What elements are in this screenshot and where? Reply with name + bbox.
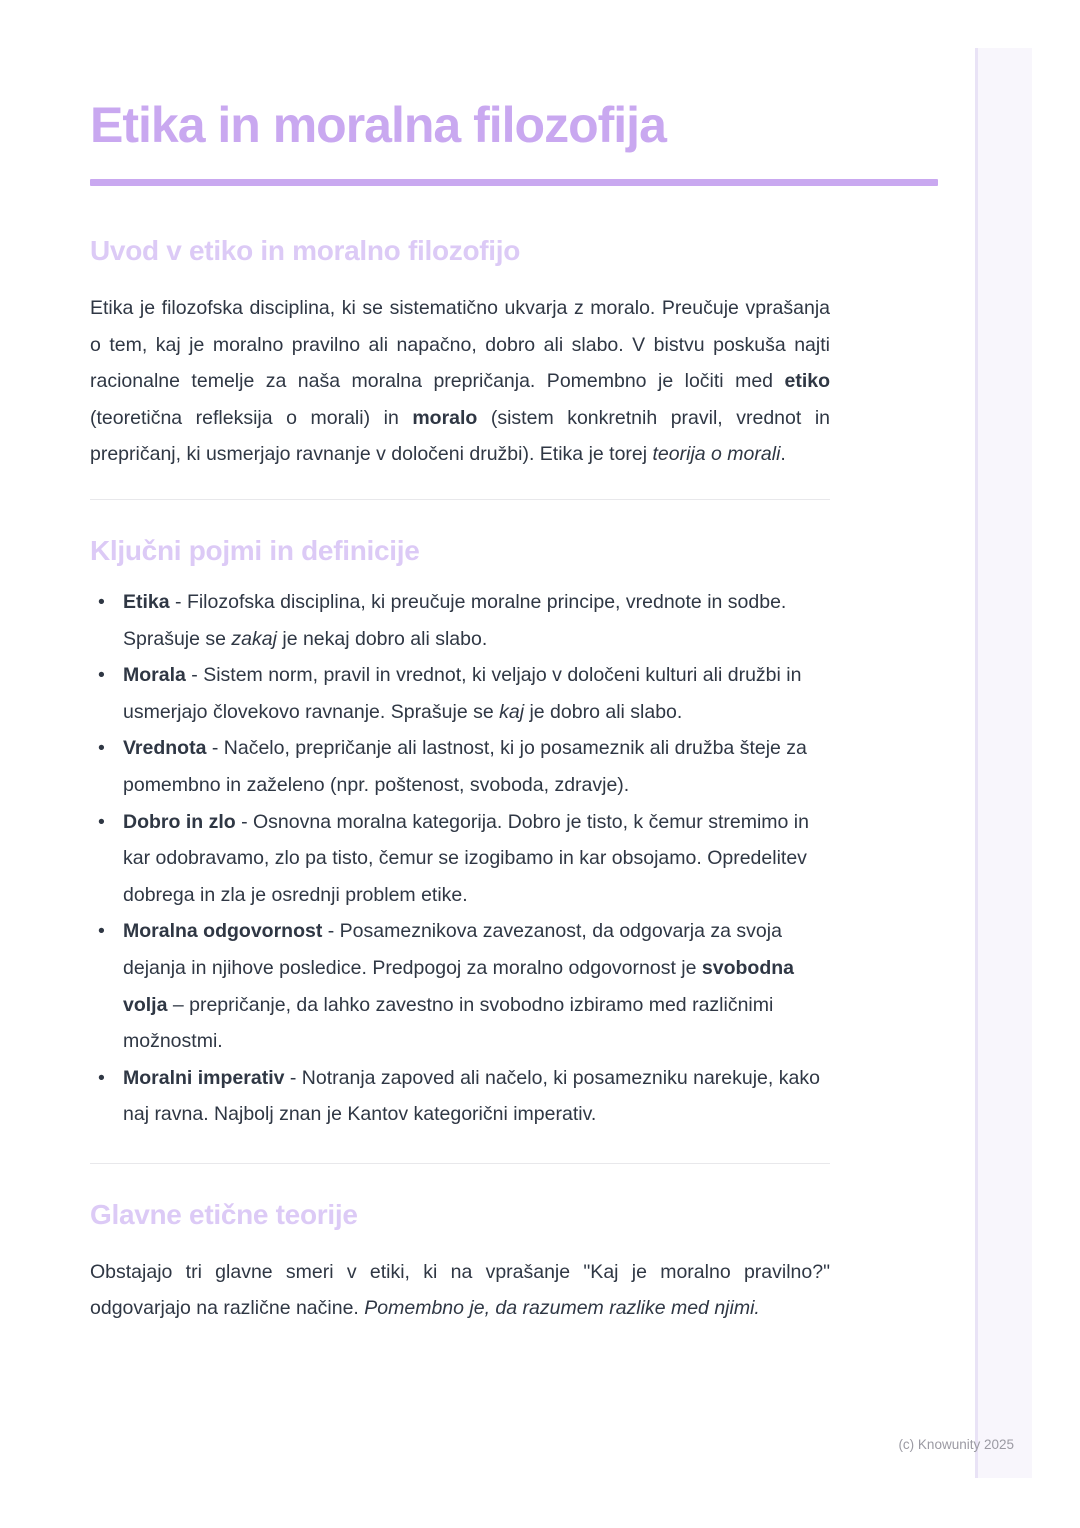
right-margin-strip bbox=[975, 48, 1032, 1478]
intro-paragraph: Etika je filozofska disciplina, ki se sistematično ukvarja z moralo. Preučuje vprašanja o tem, kaj je moralno pravilno ali napačno, dobro ali slabo. V bistvu poskuša najti racionalne temelje za naša moralna prepričanja. Pomembno je ločiti med etiko (teoretična refleksija o morali) in moralo (sistem konkretnih pravil, vrednot in prepričanj, ki usmerjajo ravnanje v določeni družbi). Etika je torej teorija o morali. bbox=[90, 297, 830, 466]
concept-list bbox=[90, 584, 830, 1133]
section-heading-concepts: Ključni pojmi in definicije bbox=[90, 534, 420, 566]
section-divider bbox=[90, 499, 830, 500]
list-item-dobro-in-zlo: • Dobro in zlo - Osnovna moralna kategorija. Dobro je tisto, k čemur stremimo in kar odobravamo, zlo pa tisto, čemur se izogibamo in kar obsojamo. Opredelitev dobrega in zla je osrednji problem etike. bbox=[123, 804, 830, 914]
list-item-etika: • Etika - Filozofska disciplina, ki preučuje moralne principe, vrednote in sodbe. Sprašuje se zakaj je nekaj dobro ali slabo. bbox=[123, 584, 830, 657]
document-content bbox=[90, 0, 830, 1327]
section-divider bbox=[90, 1163, 830, 1164]
title-underline-rule bbox=[90, 179, 938, 186]
list-item-moralni-imperativ: • Moralni imperativ - Notranja zapoved ali načelo, ki posamezniku narekuje, kako naj ravna. Najbolj znan je Kantov kategorični imperativ. bbox=[123, 1060, 830, 1133]
page-title: Etika in moralna filozofija bbox=[90, 97, 666, 153]
theories-paragraph: Obstajajo tri glavne smeri v etiki, ki na vprašanje "Kaj je moralno pravilno?" odgovarjajo na različne načine. Pomembno je, da razumem razlike med njimi. bbox=[90, 1260, 830, 1320]
copyright-note: (c) Knowunity 2025 bbox=[898, 1437, 1014, 1452]
section-heading-theories: Glavne etične teorije bbox=[90, 1198, 358, 1230]
list-item-moralna-odgovornost: • Moralna odgovornost - Posameznikova zavezanost, da odgovarja za svoja dejanja in njihove posledice. Predpogoj za moralno odgovornost je svobodna volja – prepričanje, da lahko zavestno in svobodno izbiramo med različnimi možnostmi. bbox=[123, 913, 830, 1059]
section-heading-intro: Uvod v etiko in moralno filozofijo bbox=[90, 235, 521, 266]
list-item-morala: • Morala - Sistem norm, pravil in vrednot, ki veljajo v določeni kulturi ali družbi in usmerjajo človekovo ravnanje. Sprašuje se kaj je dobro ali slabo. bbox=[123, 657, 830, 730]
list-item-vrednota: • Vrednota - Načelo, prepričanje ali lastnost, ki jo posameznik ali družba šteje za pomembno in zaželeno (npr. poštenost, svoboda, zdravje). bbox=[123, 730, 830, 803]
